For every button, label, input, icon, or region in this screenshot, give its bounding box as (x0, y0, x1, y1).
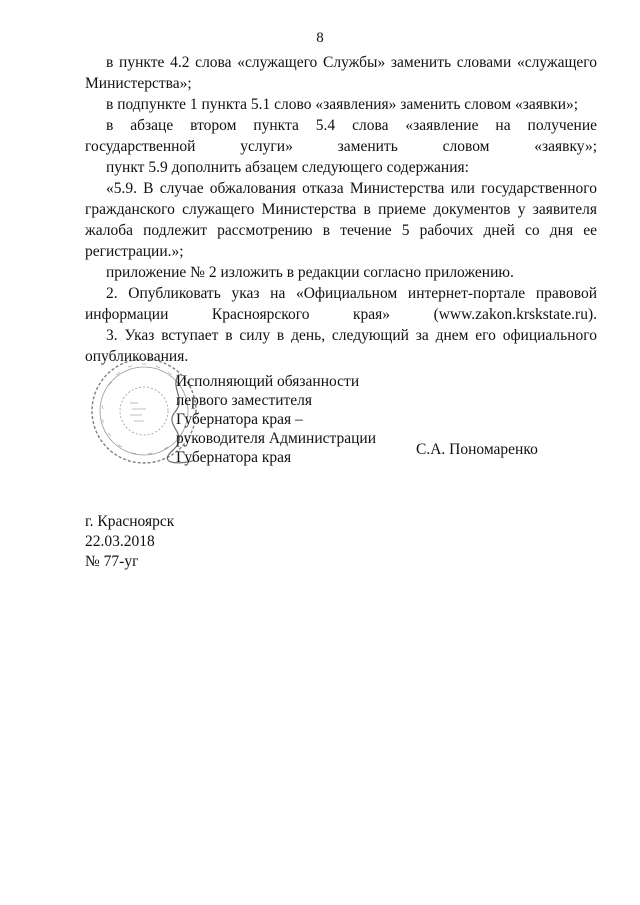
page-number: 8 (316, 30, 324, 46)
signatory-title-line: Губернатора края – (176, 411, 303, 428)
paragraph: 2. Опубликовать указ на «Официальном интернет-портале правовой информации Красноярского края» (www.zakon.krskstate.ru). (85, 285, 597, 323)
signatory-title-line: Исполняющий обязанности (176, 373, 360, 390)
document-footer (85, 512, 174, 572)
signatory-title-line: Губернатора края (176, 449, 292, 466)
signatory-title-line: руководителя Администрации (176, 430, 377, 447)
paragraph: 3. Указ вступает в силу в день, следующий за днем его официального опубликования. (85, 327, 597, 365)
paragraph: «5.9. В случае обжалования отказа Министерства или государственного гражданского служащего Министерства в приеме документов у заявителя жалоба подлежит рассмотрению в течение 5 рабочих дней со дня ее регистрации.»; (85, 180, 597, 260)
signature-block (176, 372, 376, 467)
signatory-name: С.А. Пономаренко (416, 441, 538, 458)
paragraph: приложение № 2 изложить в редакции согласно приложению. (106, 264, 514, 281)
issue-city: г. Красноярск (85, 513, 175, 530)
decree-number: № 77-уг (85, 553, 139, 570)
paragraph: в пункте 4.2 слова «служащего Службы» заменить словами «служащего Министерства»; (85, 54, 597, 92)
paragraph: в абзаце втором пункта 5.4 слова «заявление на получение государственной услуги» заменить словом «заявку»; (85, 117, 597, 155)
paragraph: в подпункте 1 пункта 5.1 слово «заявления» заменить словом «заявки»; (106, 96, 579, 113)
paragraph: пункт 5.9 дополнить абзацем следующего содержания: (106, 159, 469, 176)
document-body (85, 52, 597, 367)
issue-date: 22.03.2018 (85, 533, 155, 550)
signatory-title-line: первого заместителя (176, 392, 313, 409)
